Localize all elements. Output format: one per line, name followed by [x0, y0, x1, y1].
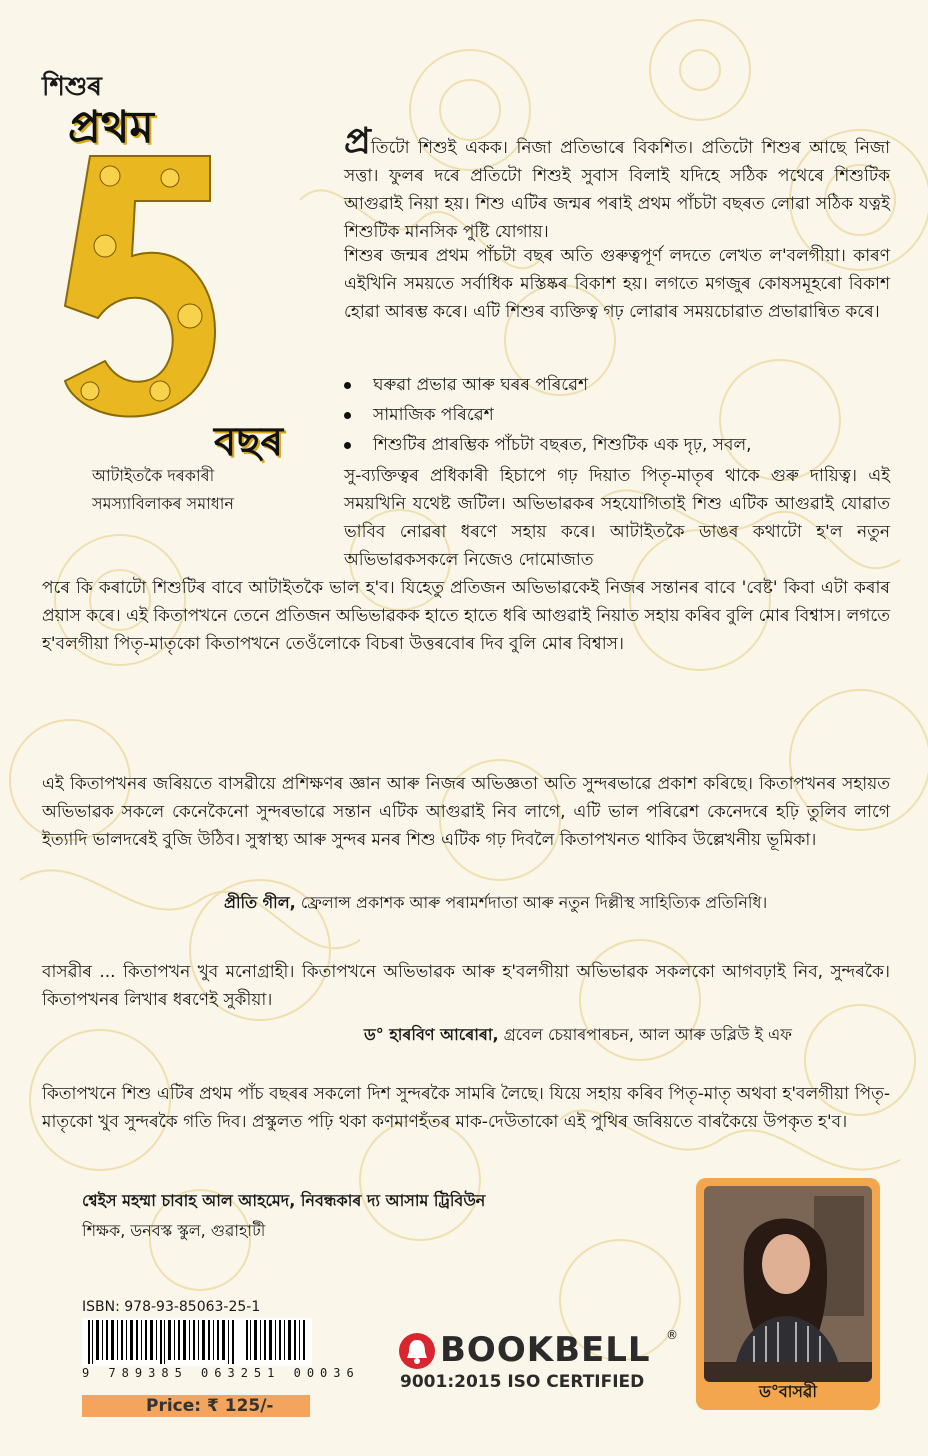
subtitle-line-2: সমস্যাবিলাকৰ সমাধান — [92, 494, 234, 513]
bullet-item — [344, 432, 752, 460]
bullet-item — [344, 402, 494, 430]
author-photo — [696, 1178, 880, 1410]
subtitle-line-1: আটাইতকৈ দৰকাৰী — [92, 466, 215, 485]
bullet-text: ঘৰুৱা প্ৰভাৱ আৰু ঘৰৰ পৰিৱেশ — [373, 375, 589, 395]
review-2-author: ড° হাৰবিণ আৰোৰা, — [364, 1025, 499, 1044]
bullet-dot-icon — [344, 382, 351, 389]
review-3-author: শ্বেইস মহম্মা চাবাহ আল আহমেদ, নিবন্ধকাৰ দ্য আসাম ট্ৰিবিউন — [82, 1191, 486, 1210]
barcode-number: 9 789385 063251 00036 — [82, 1366, 360, 1380]
intro-paragraph-2: শিশুৰ জন্মৰ প্ৰথম পাঁচটা বছৰ অতি গুৰুত্বপূৰ্ণ লদতে লেখত ল'বলগীয়া। কাৰণ এইখিনি সময়তে সৰ্বাধিক মস্তিষ্কৰ বিকাশ হয়। লগতে মগজুৰ কোষসমূহৰো বিকাশ হোৱা আৰম্ভ কৰে। এটি শিশুৰ ব্যক্তিত্ব গঢ় লোৱাৰ সময়চোৱাত প্ৰভাৱান্বিত কৰে। — [344, 246, 890, 322]
author-caption: ড°বাসৱী — [759, 1382, 817, 1401]
intro-text-1: তিটো শিশুই একক। নিজা প্ৰতিভাৰে বিকশিত। প্ৰতিটো শিশুৰ আছে নিজা সত্তা। ফুলৰ দৰে প্ৰতিটো শিশুই সুবাস বিলাই যদিহে সঠিক পথেৰে শিশুটিক আগুৱাই নিয়া হয়। শিশু এটিৰ জন্মৰ পৰাই প্ৰথম পাঁচটা বছৰত লোৱা সঠিক যত্নই শিশুটিক মানসিক পুষ্টি যোগায়। — [344, 138, 890, 242]
bullet-dot-icon — [344, 442, 351, 449]
intro-paragraph-4: পৰে কি কৰাটো শিশুটিৰ বাবে আটাইতকৈ ভাল হ'ব। যিহেতু প্ৰতিজন অভিভাৱকেই নিজৰ সন্তানৰ বাবে 'বেষ্ট' কিবা এটা কৰাৰ প্ৰয়াস কৰে। এই কিতাপখনে তেনে প্ৰতিজন অভিভাৱকক হাতে হাতে ধৰি আগুৱাই নিয়াত সহায় কৰিব বুলি মোৰ বিশ্বাস। লগতে হ'বলগীয়া পিতৃ-মাতৃকো কিতাপখনে তেওঁলোকে বিচৰা উত্তৰবোৰ দিব বুলি মোৰ বিশ্বাস। — [42, 578, 890, 654]
bullet-item — [344, 372, 588, 400]
iso-certification: 9001:2015 ISO CERTIFIED — [400, 1372, 645, 1392]
intro-paragraph-1 — [344, 121, 890, 246]
barcode — [82, 1318, 312, 1366]
bullet-text: সামাজিক পৰিৱেশ — [373, 405, 494, 425]
review-2-role: গ্ৰবেল চেয়াৰপাৰচন, আল আৰু ডব্লিউ ই এফ — [498, 1025, 792, 1044]
publisher-name: BOOKBELL — [440, 1330, 651, 1370]
bell-icon — [398, 1332, 436, 1370]
cover-subtitle — [92, 462, 234, 518]
floral-five-illustration — [60, 146, 220, 426]
registered-mark: ® — [666, 1328, 678, 1342]
bullet-dot-icon — [344, 412, 351, 419]
author-portrait — [704, 1186, 872, 1382]
isbn: ISBN: 978-93-85063-25-1 — [82, 1299, 261, 1315]
review-2-signature — [364, 1022, 792, 1049]
title-bottom: বছৰ — [214, 419, 284, 465]
review-2-text: বাসৱীৰ ... কিতাপখন খুব মনোগ্ৰাহী। কিতাপখনে অভিভাৱক আৰু হ'বলগীয়া অভিভাৱক সকলকো আগবঢ়াই নিব, সুন্দৰকৈ। কিতাপখনৰ লিখাৰ ধৰণেই সুকীয়া। — [42, 962, 890, 1010]
price-tag: Price: ₹ 125/- — [82, 1395, 310, 1417]
review-3-text: কিতাপখনে শিশু এটিৰ প্ৰথম পাঁচ বছৰৰ সকলো দিশ সুন্দৰকৈ সামৰি লৈছে। যিয়ে সহায় কৰিব পিতৃ-মাতৃ অথবা হ'বলগীয়া পিতৃ-মাতৃকো খুব সুন্দৰকৈ গতি দিব। প্ৰস্কুলত পঢ়ি থকা কণমাণহঁতৰ মাক-দেউতাকো এই পুথিৰ জৰিয়তে বাৰকৈয়ে উপকৃত হ'ব। — [42, 1084, 890, 1132]
review-1-text: এই কিতাপখনৰ জৰিয়তে বাসৱীয়ে প্ৰশিক্ষণৰ জ্ঞান আৰু নিজৰ অভিজ্ঞতা অতি সুন্দৰভাৱে প্ৰকাশ কৰিছে। কিতাপখনৰ সহায়ত অভিভাৱক সকলে কেনেকৈনো সুন্দৰভাৱে সন্তান এটিক আগুৱাই নিব লাগে, এটি ভাল পৰিৱেশ কেনেদৰে হঢ়ি তুলিব লাগে ইত্যাদি ভালদৰেই বুজি উঠিব। সুস্বাস্থ্য আৰু সুন্দৰ মনৰ শিশু এটিক গঢ় দিবলৈ কিতাপখনত থাকিব উল্লেখনীয় ভূমিকা। — [42, 774, 890, 850]
title-top: শিশুৰ — [42, 72, 102, 102]
review-3-role: শিক্ষক, ডনবস্ক স্কুল, গুৱাহাটী — [82, 1221, 266, 1240]
bullet-text: শিশুটিৰ প্ৰাৰম্ভিক পাঁচটা বছৰত, শিশুটিক এক দৃঢ়, সবল, — [373, 435, 752, 455]
intro-paragraph-3: সু-ব্যক্তিত্বৰ প্ৰধিকাৰী হিচাপে গঢ় দিয়াত পিতৃ-মাতৃৰ থাকে গুৰু দায়িত্ব। এই সময়খিনি যথেষ্ট জটিল। অভিভাৱকৰ সহযোগিতাই শিশু এটিক আগুৱাই যোৱাত ভাবিব নোৱৰা ধৰণে সহায় কৰে। আটাইতকৈ ডাঙৰ কথাটো হ'ল নতুন অভিভাৱকসকলে নিজেও দোমোজাত — [344, 466, 890, 570]
review-1-author: প্ৰীতি গীল, — [224, 893, 296, 912]
review-1-role: ফ্ৰেলান্স প্ৰকাশক আৰু পৰামৰ্শদাতা আৰু নতুন দিল্লীস্থ সাহিত্যিক প্ৰতিনিধি। — [295, 893, 768, 912]
dropcap: প্ৰ — [344, 121, 371, 162]
review-1-signature — [224, 890, 767, 917]
title-main: প্ৰথম — [68, 102, 154, 153]
